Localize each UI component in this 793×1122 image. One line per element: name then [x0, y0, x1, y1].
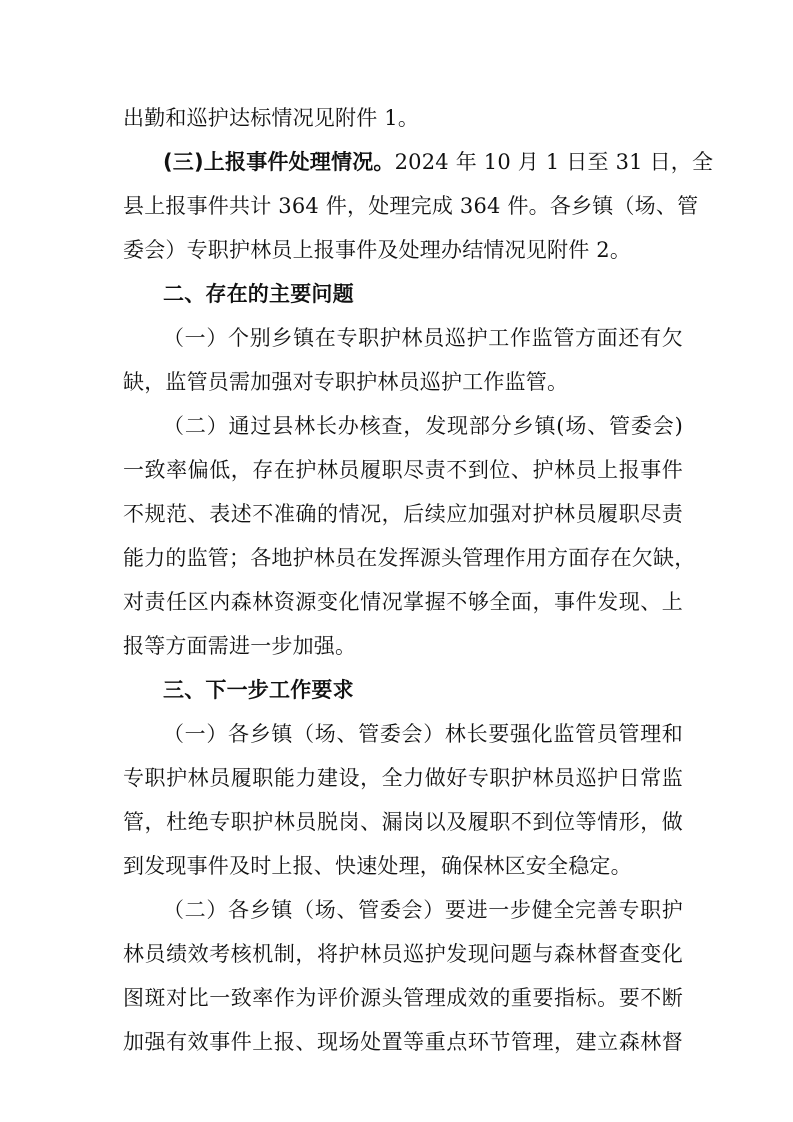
- body-line: 报等方面需进一步加强。: [123, 634, 357, 658]
- body-line: 管，杜绝专职护林员脱岗、漏岗以及履职不到位等情形，做: [123, 810, 683, 834]
- body-line: （一）各乡镇（场、管委会）林长要强化监管员管理和: [163, 722, 683, 746]
- body-line: 出勤和巡护达标情况见附件 1。: [123, 106, 420, 130]
- section-heading: 三、下一步工作要求: [163, 678, 354, 702]
- body-line: 能力的监管；各地护林员在发挥源头管理作用方面存在欠缺，: [123, 546, 696, 570]
- body-text: 2024 年 10 月 1 日至 31 日，全: [394, 150, 714, 174]
- body-line: 县上报事件共计 364 件，处理完成 364 件。各乡镇（场、管: [123, 194, 699, 218]
- body-line: 委会）专职护林员上报事件及处理办结情况见附件 2。: [123, 238, 632, 262]
- body-line: 到发现事件及时上报、快速处理，确保林区安全稳定。: [123, 854, 632, 878]
- body-line: 一致率偏低，存在护林员履职尽责不到位、护林员上报事件: [123, 458, 683, 482]
- section-title: (三)上报事件处理情况。: [163, 150, 395, 174]
- body-line: 林员绩效考核机制，将护林员巡护发现问题与森林督查变化: [123, 942, 683, 966]
- body-line: 不规范、表述不准确的情况，后续应加强对护林员履职尽责: [123, 502, 683, 526]
- body-line: 加强有效事件上报、现场处置等重点环节管理，建立森林督: [123, 1030, 683, 1054]
- body-line: （二）通过县林长办核查，发现部分乡镇(场、管委会): [163, 414, 683, 438]
- body-line: 对责任区内森林资源变化情况掌握不够全面，事件发现、上: [123, 590, 683, 614]
- body-line: （二）各乡镇（场、管委会）要进一步健全完善专职护: [163, 898, 683, 922]
- body-line: 专职护林员履职能力建设，全力做好专职护林员巡护日常监: [123, 766, 683, 790]
- body-line: 图斑对比一致率作为评价源头管理成效的重要指标。要不断: [123, 986, 683, 1010]
- section-heading: 二、存在的主要问题: [163, 282, 354, 306]
- body-line: （一）个别乡镇在专职护林员巡护工作监管方面还有欠: [163, 326, 683, 350]
- body-line: 缺，监管员需加强对专职护林员巡护工作监管。: [123, 370, 569, 394]
- section-paragraph-line: [163, 145, 714, 179]
